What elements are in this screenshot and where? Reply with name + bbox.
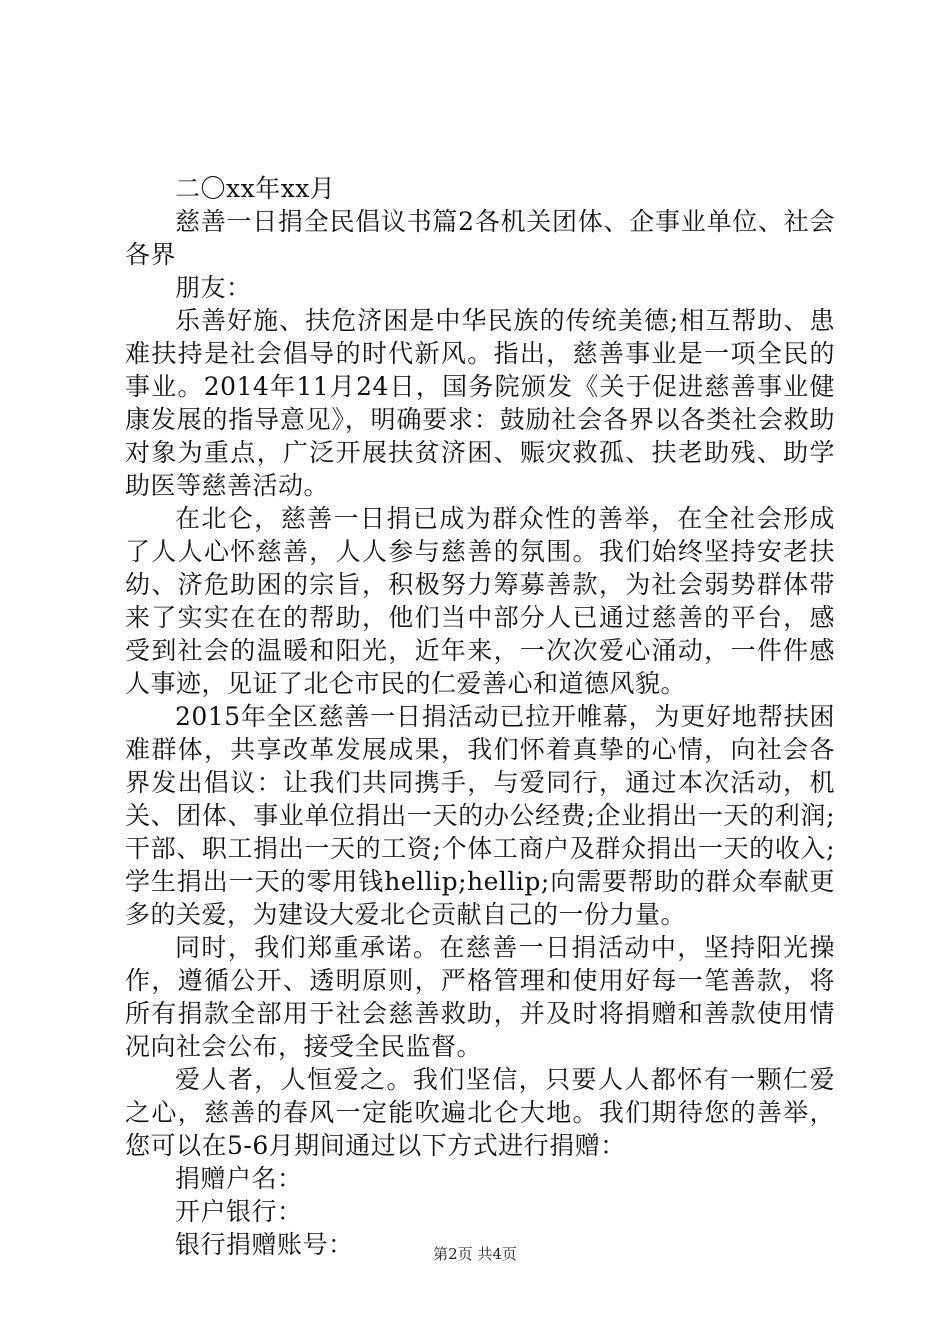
page-footer <box>0 1243 950 1264</box>
paragraph-2: 在北仑，慈善一日捐已成为群众性的善举，在全社会形成了人人心怀慈善，人人参与慈善的氛围。我们始终坚持安老扶幼、济危助困的宗旨，积极努力筹募善款，为社会弱势群体带来了实实在在的帮助，他们当中部分人已通过慈善的平台，感受到社会的温暖和阳光，近年来，一次次爱心涌动，一件件感人事迹，见证了北仑市民的仁爱善心和道德风貌。 <box>125 504 835 698</box>
heading-line: 慈善一日捐全民倡议书篇2各机关团体、企事业单位、社会各界 <box>125 207 835 269</box>
date-line: 二〇xx年xx月 <box>175 174 336 203</box>
paragraph-1: 乐善好施、扶危济困是中华民族的传统美德;相互帮助、患难扶持是社会倡导的时代新风。指出，慈善事业是一项全民的事业。2014年11月24日，国务院颁发《关于促进慈善事业健康发展的指导意见》，明确要求：鼓励社会各界以各类社会救助对象为重点，广泛开展扶贫济困、赈灾救孤、扶老助残、助学助医等慈善活动。 <box>125 306 835 500</box>
salutation: 朋友： <box>175 273 252 302</box>
field-account-name: 捐赠户名： <box>175 1164 303 1193</box>
paragraph-3: 2015年全区慈善一日捐活动已拉开帷幕，为更好地帮扶困难群体，共享改革发展成果，我们怀着真挚的心情，向社会各界发出倡议：让我们共同携手，与爱同行，通过本次活动，机关、团体、事业单位捐出一天的办公经费;企业捐出一天的利润;干部、职工捐出一天的工资;个体工商户及群众捐出一天的收入;学生捐出一天的零用钱hellip;hellip;向需要帮助的群众奉献更多的关爱，为建设大爱北仑贡献自己的一份力量。 <box>125 702 835 929</box>
page-indicator: 第2页 共4页 <box>433 1245 517 1263</box>
paragraph-5: 爱人者，人恒爱之。我们坚信，只要人人都怀有一颗仁爱之心，慈善的春风一定能吹遍北仑大地。我们期待您的善举，您可以在5-6月期间通过以下方式进行捐赠： <box>125 1065 835 1160</box>
paragraph-4: 同时，我们郑重承诺。在慈善一日捐活动中，坚持阳光操作，遵循公开、透明原则，严格管理和使用好每一笔善款，将所有捐款全部用于社会慈善救助，并及时将捐赠和善款使用情况向社会公布，接受全民监督。 <box>125 933 835 1061</box>
document-body <box>125 172 835 1261</box>
field-account-number: 银行捐赠账号： <box>175 1230 354 1259</box>
field-bank: 开户银行： <box>175 1197 303 1226</box>
